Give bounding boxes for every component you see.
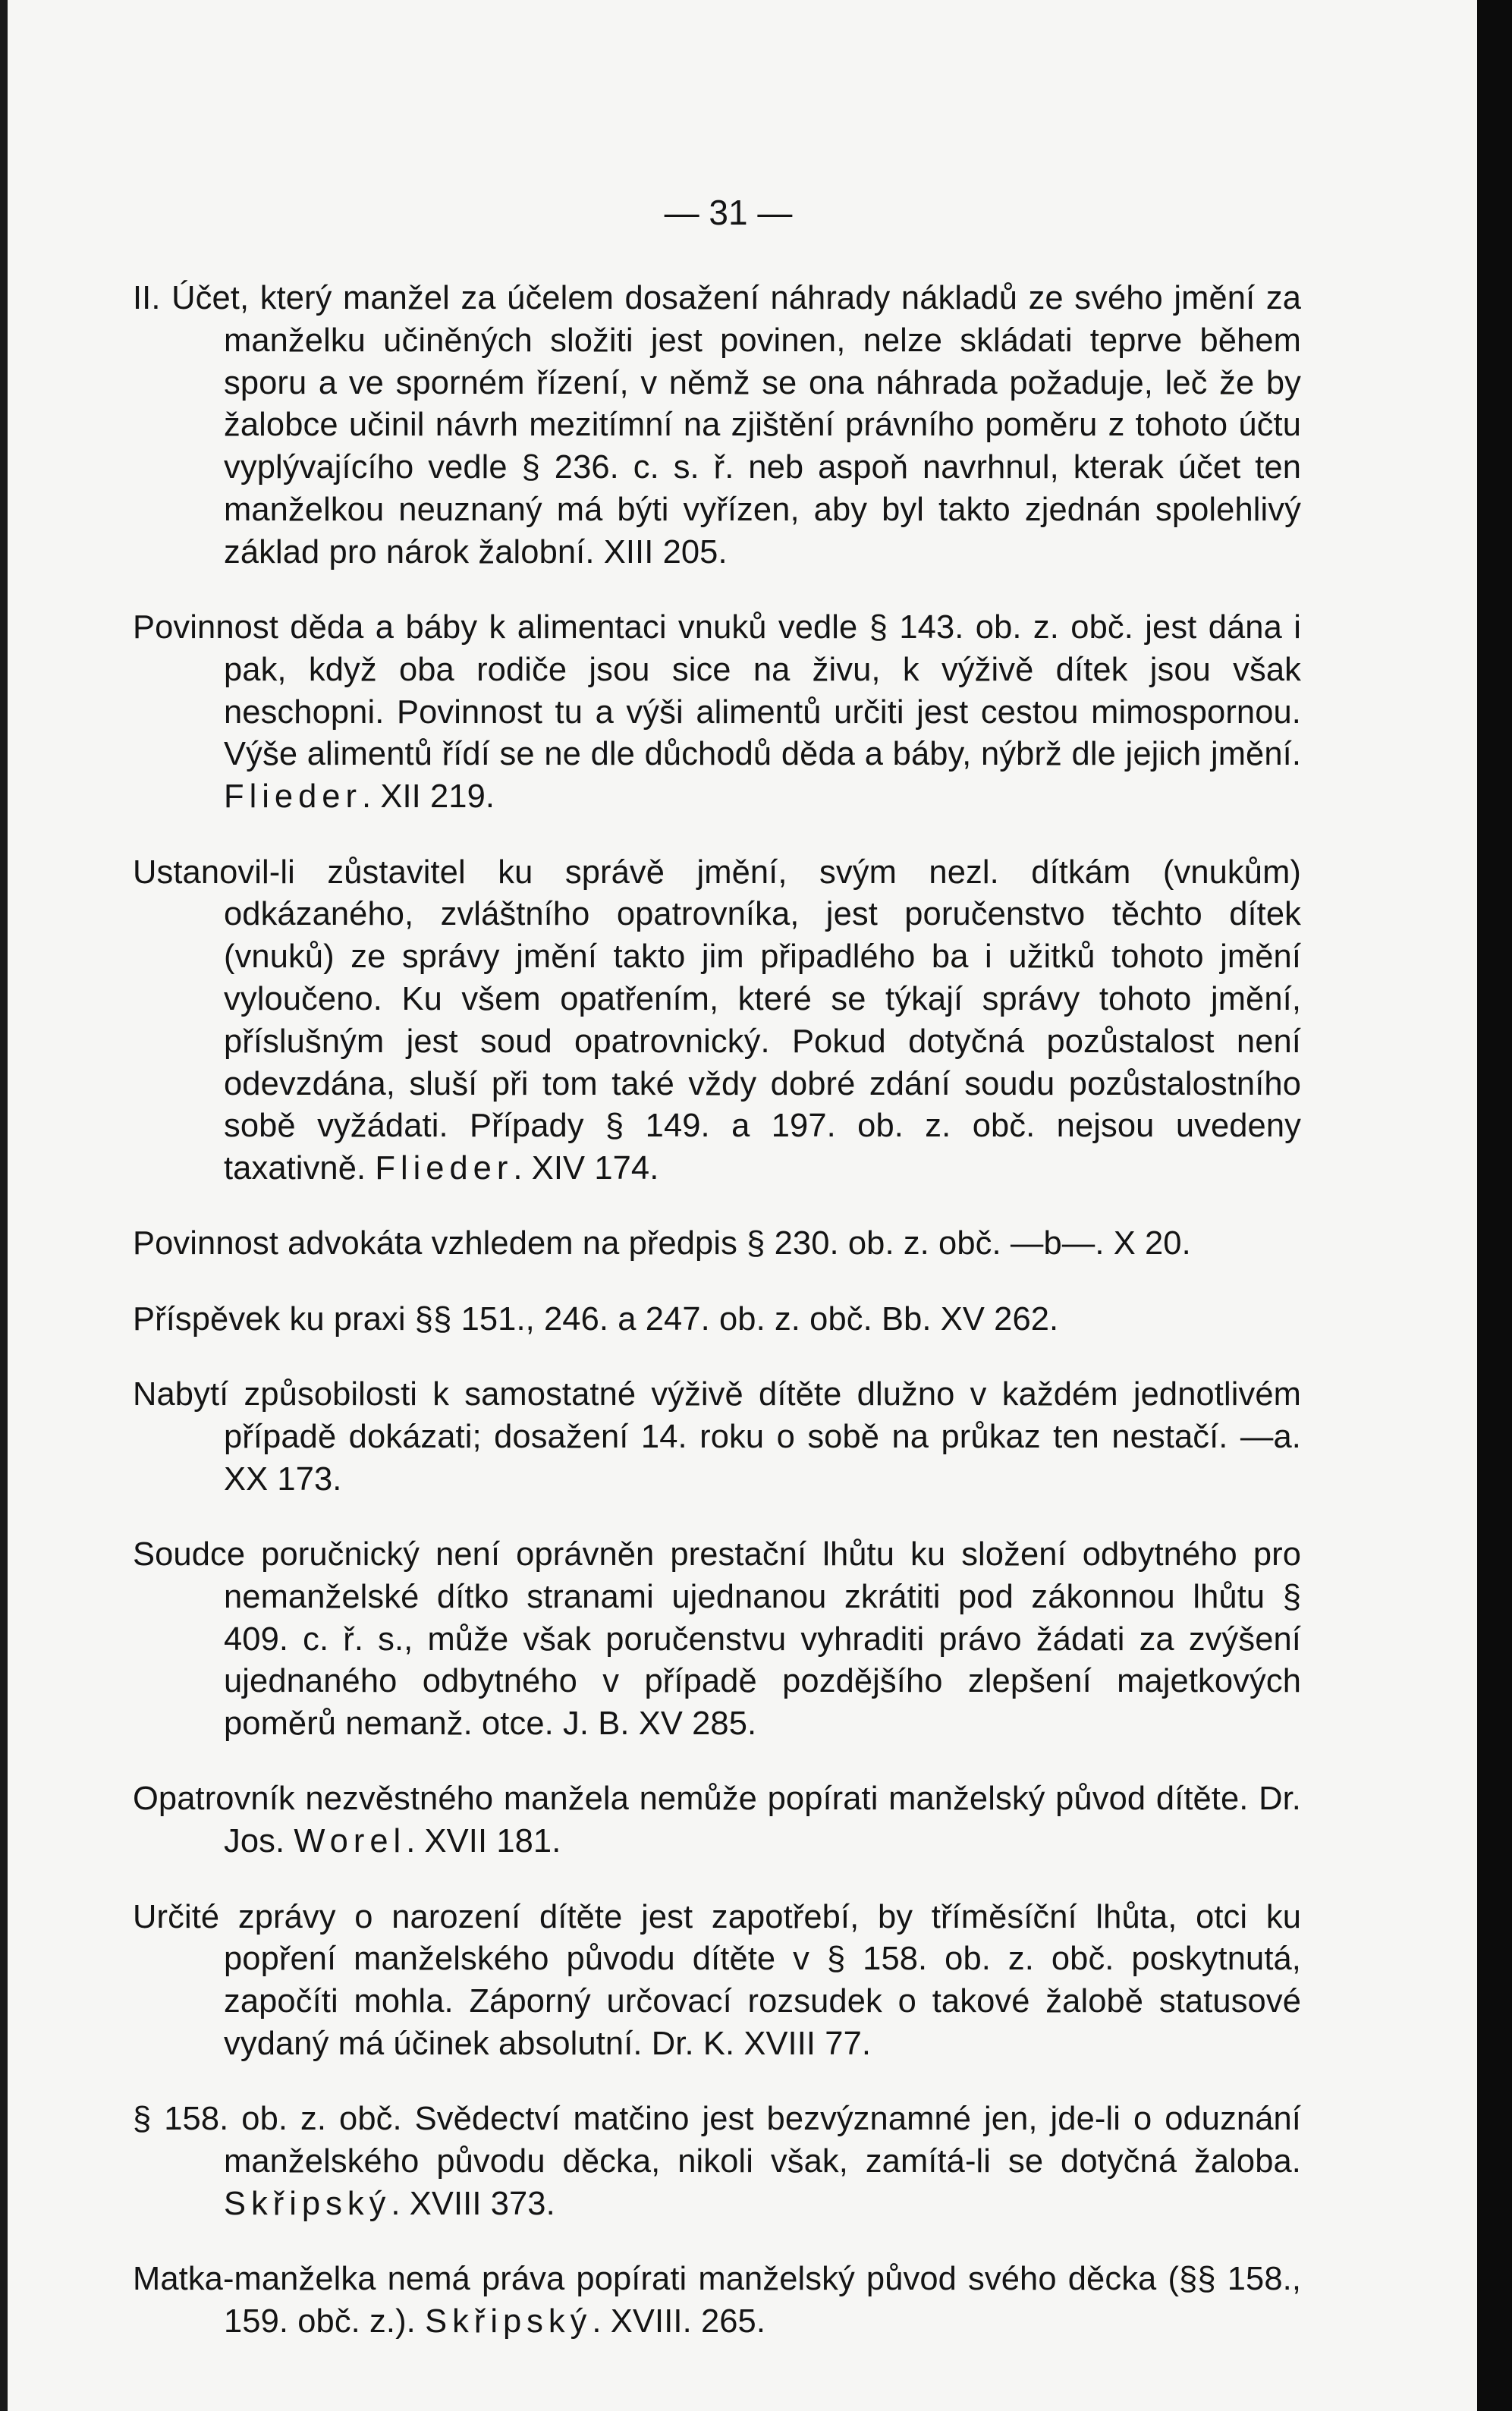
entry-8 [133, 1778, 1301, 1863]
entry-10-author: Skřipský [224, 2185, 391, 2222]
entry-10-text: § 158. ob. z. obč. Svědectví matčino jest bezvýznamné jen, jde-li o oduznání manželského původu děcka, nikoli však, zamítá-li se dotyčná žaloba. [133, 2101, 1301, 2180]
left-scan-edge [0, 0, 8, 2411]
entry-8-citation: . XVII 181. [406, 1823, 561, 1860]
entry-7: Soudce poručnický není oprávněn prestační lhůtu ku složení odbytného pro nemanželské dítko stranami ujednanou zkrátiti pod zákonnou lhůtu § 409. c. ř. s., může však poručenstvu vyhraditi právo žádati za zvýšení ujednaného odbytného v případě pozdějšího zlepšení majetkových poměrů nemanž. otce. J. B. XV 285. [133, 1536, 1301, 1743]
entry-2 [133, 607, 1301, 819]
entry-2-author: Flieder [224, 778, 362, 816]
entry-11 [133, 2259, 1301, 2343]
entry-5: Příspěvek ku praxi §§ 151., 246. a 247. ob. z. obč. Bb. XV 262. [133, 1300, 1059, 1338]
page-number: — 31 — [664, 193, 793, 232]
entry-8-text: Opatrovník nezvěstného manžela nemůže popírati manželský původ dítěte. Dr. Jos. [133, 1781, 1301, 1860]
entry-2-text: Povinnost děda a báby k alimentaci vnuků vedle § 143. ob. z. obč. jest dána i pak, když oba rodiče jsou sice na živu, k výživě dítek jsou však neschopni. Povinnost tu a výši alimentů určiti jest cestou mimospornou. Výše alimentů řídí se ne dle důchodů děda a báby, nýbrž dle jejich jmění. [133, 609, 1301, 773]
entry-2-citation: . XII 219. [361, 778, 495, 816]
right-scan-edge [1477, 0, 1512, 2411]
entry-8-author: Worel [294, 1823, 407, 1860]
entry-3-citation: . XIV 174. [513, 1150, 659, 1187]
entry-1: II. Účet, který manžel za účelem dosažení náhrady nákladů ze svého jmění za manželku učiněných složiti jest povinen, nelze skládati teprve během sporu a ve sporném řízení, v němž se ona náhrada požaduje, leč že by žalobce učinil návrh mezitímní na zjištění právního poměru z tohoto účtu vyplývajícího vedle § 236. c. s. ř. neb aspoň navrhnul, kterak účet ten manželkou neuznaný má býti vyřízen, aby byl takto zjednán spolehlivý základ pro nárok žalobní. XIII 205. [133, 280, 1301, 571]
entry-10-citation: . XVIII 373. [391, 2185, 555, 2222]
entry-11-text: Matka-manželka nemá práva popírati manželský původ svého děcka (§§ 158., 159. obč. z.). [133, 2261, 1301, 2340]
entry-3-text: Ustanovil-li zůstavitel ku správě jmění, svým nezl. dítkám (vnukům) odkázaného, zvláštního opatrovníka, jest poručenstvo těchto dítek (vnuků) ze správy jmění takto jim připadlého ba i užitků tohoto jmění vyloučeno. Ku všem opatřením, které se týkají správy tohoto jmění, příslušným jest soud opatrovnický. Pokud dotyčná pozůstalost není odevzdána, sluší při tom také vždy dobré zdání soudu pozůstalostního sobě vyžádati. Případy § 149. a 197. ob. z. obč. nejsou uvedeny taxativně. [133, 853, 1301, 1187]
entry-6: Nabytí způsobilosti k samostatné výživě dítěte dlužno v každém jednotlivém případě dokázati; dosažení 14. roku o sobě na průkaz ten nestačí. —a. XX 173. [133, 1376, 1301, 1498]
page-body [133, 190, 1301, 2340]
entry-10 [133, 2098, 1301, 2225]
entry-11-citation: . XVIII. 265. [592, 2303, 766, 2340]
entry-4: Povinnost advokáta vzhledem na předpis § 230. ob. z. obč. —b—. X 20. [133, 1225, 1191, 1262]
entry-3-author: Flieder [375, 1150, 514, 1187]
entry-11-author: Skřipský [425, 2303, 593, 2340]
entry-9: Určité zprávy o narození dítěte jest zapotřebí, by tříměsíční lhůta, otci ku popření manželského původu dítěte v § 158. ob. z. obč. poskytnutá, započíti mohla. Záporný určovací rozsudek o takové žalobě statusové vydaný má účinek absolutní. Dr. K. XVIII 77. [133, 1898, 1301, 2062]
entry-3 [133, 852, 1301, 1190]
